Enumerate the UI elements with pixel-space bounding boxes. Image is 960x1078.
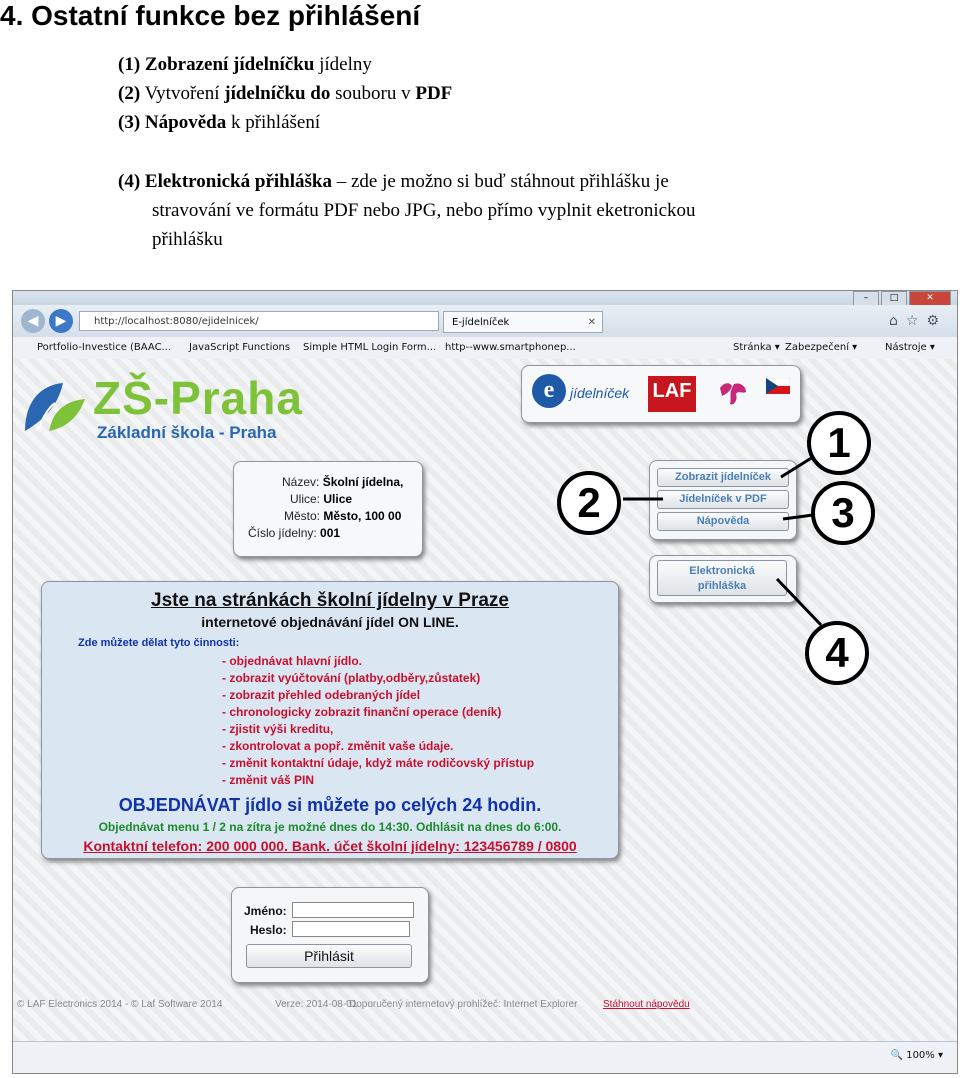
footer-version: Verze: 2014-08-01	[275, 999, 358, 1010]
info-number: Číslo jídelny: 001	[248, 526, 341, 540]
school-logo-subtitle: Základní škola - Praha	[97, 423, 277, 442]
info-street: Ulice: Ulice	[290, 492, 353, 506]
footer-browser: Doporučený internetový prohlížeč: Internet Explorer	[349, 999, 578, 1010]
download-help-link[interactable]: Stáhnout nápovědu	[603, 999, 690, 1010]
list-item-1: (1) Zobrazení jídelníčku jídelny	[118, 54, 372, 75]
tab-e-jidelnicek[interactable]: E-jídelníček ✕	[443, 311, 603, 333]
canteen-info	[233, 461, 423, 557]
callout-1: 1	[807, 411, 871, 475]
application-button[interactable]: Elektronická přihláška	[657, 560, 787, 596]
activity-item: - zobrazit přehled odebraných jídel	[222, 688, 421, 702]
window-titlebar	[13, 291, 957, 305]
list-item-4: (4) Elektronická přihláška – zde je možno si buď stáhnout přihlášku je	[118, 171, 669, 192]
command-page[interactable]: Stránka ▾	[733, 342, 780, 353]
favorite-item[interactable]: Portfolio-Investice (BAAC...	[37, 342, 172, 353]
brand-panel	[521, 365, 801, 423]
username-label: Jméno:	[244, 904, 287, 918]
school-logo-title: ZŠ-Praha	[93, 372, 303, 424]
browser-screenshot	[12, 290, 958, 1074]
login-button[interactable]: Přihlásit	[246, 944, 412, 968]
close-icon[interactable]: ✕	[909, 291, 951, 306]
favorite-item[interactable]: http--www.smartphonep...	[445, 342, 576, 353]
back-icon[interactable]: ◀	[21, 309, 45, 333]
activity-item: - chronologicky zobrazit finanční operace (deník)	[222, 705, 502, 719]
menu-panel	[649, 460, 797, 540]
application-panel	[649, 555, 797, 603]
brand-name: jídelníček	[570, 385, 630, 401]
home-star-gear-icons[interactable]: ⌂☆⚙	[889, 313, 947, 329]
command-tools[interactable]: Nástroje ▾	[885, 342, 935, 353]
welcome-title: Jste na stránkách školní jídelny v Praze	[151, 590, 509, 611]
activity-item: - zobrazit vyúčtování (platby,odběry,zůstatek)	[222, 671, 481, 685]
maximize-icon[interactable]: □	[881, 291, 907, 306]
list-item-2: (2) Vytvoření jídelníčku do souboru v PDF	[118, 83, 453, 104]
activity-item: - změnit kontaktní údaje, když máte rodičovský přístup	[222, 756, 535, 770]
list-item-4-line3: přihlášku	[152, 229, 223, 250]
callout-4: 4	[805, 621, 869, 685]
command-security[interactable]: Zabezpečení ▾	[785, 342, 858, 353]
favorite-item[interactable]: Simple HTML Login Form...	[303, 342, 437, 353]
welcome-panel	[41, 581, 619, 859]
show-menu-button[interactable]: Zobrazit jídelníček	[657, 468, 789, 487]
info-name: Název: Školní jídelna,	[282, 475, 404, 489]
welcome-subtitle: internetové objednávání jídel ON LINE.	[201, 614, 459, 630]
e-logo-icon: e	[532, 374, 566, 408]
zoom-level[interactable]: 🔍 100% ▾	[890, 1050, 943, 1061]
favorite-item[interactable]: JavaScript Functions	[189, 342, 291, 353]
order-notice: OBJEDNÁVAT jídlo si můžete po celých 24 hodin.	[118, 795, 542, 815]
login-panel	[231, 887, 429, 983]
footer-copyright: © LAF Electronics 2014 - © Laf Software 2014	[17, 999, 223, 1010]
leaf-logo-icon	[19, 377, 89, 435]
close-tab-icon[interactable]: ✕	[587, 317, 596, 328]
world-map-icon	[716, 376, 750, 410]
info-city: Město: Město, 100 00	[284, 509, 402, 523]
activity-item: - zkontrolovat a popř. změnit vaše údaje.	[222, 739, 454, 753]
password-label: Heslo:	[250, 923, 287, 937]
laf-logo: LAF	[648, 376, 696, 412]
welcome-intro: Zde můžete dělat tyto činnosti:	[78, 637, 240, 649]
activity-item: - změnit váš PIN	[222, 773, 315, 787]
password-input[interactable]	[292, 921, 410, 937]
forward-icon[interactable]: ▶	[49, 309, 73, 333]
help-button[interactable]: Nápověda	[657, 512, 789, 531]
activity-item: - zjistit výši kreditu,	[222, 722, 334, 736]
status-bar	[13, 1041, 957, 1074]
minimize-icon[interactable]: –	[853, 291, 879, 306]
menu-pdf-button[interactable]: Jídelníček v PDF	[657, 490, 789, 509]
list-item-3: (3) Nápověda k přihlášení	[118, 112, 321, 133]
navigation-bar	[13, 305, 957, 337]
username-input[interactable]	[292, 902, 414, 918]
address-bar[interactable]: http://localhost:8080/ejidelnicek/	[79, 311, 439, 331]
list-item-4-line2: stravování ve formátu PDF nebo JPG, nebo přímo vyplnit eketronickou	[152, 200, 696, 221]
czech-flag-icon[interactable]	[766, 378, 790, 394]
activity-item: - objednávat hlavní jídlo.	[222, 654, 363, 668]
favorites-bar	[13, 337, 957, 360]
contact-info: Kontaktní telefon: 200 000 000. Bank. účet školní jídelny: 123456789 / 0800	[83, 838, 577, 854]
callout-2: 2	[557, 471, 621, 535]
document-heading: 4. Ostatní funkce bez přihlášení	[0, 0, 421, 31]
callout-3: 3	[811, 481, 875, 545]
order-deadline: Objednávat menu 1 / 2 na zítra je možné dnes do 14:30. Odhlásit na dnes do 6:00.	[98, 820, 562, 834]
